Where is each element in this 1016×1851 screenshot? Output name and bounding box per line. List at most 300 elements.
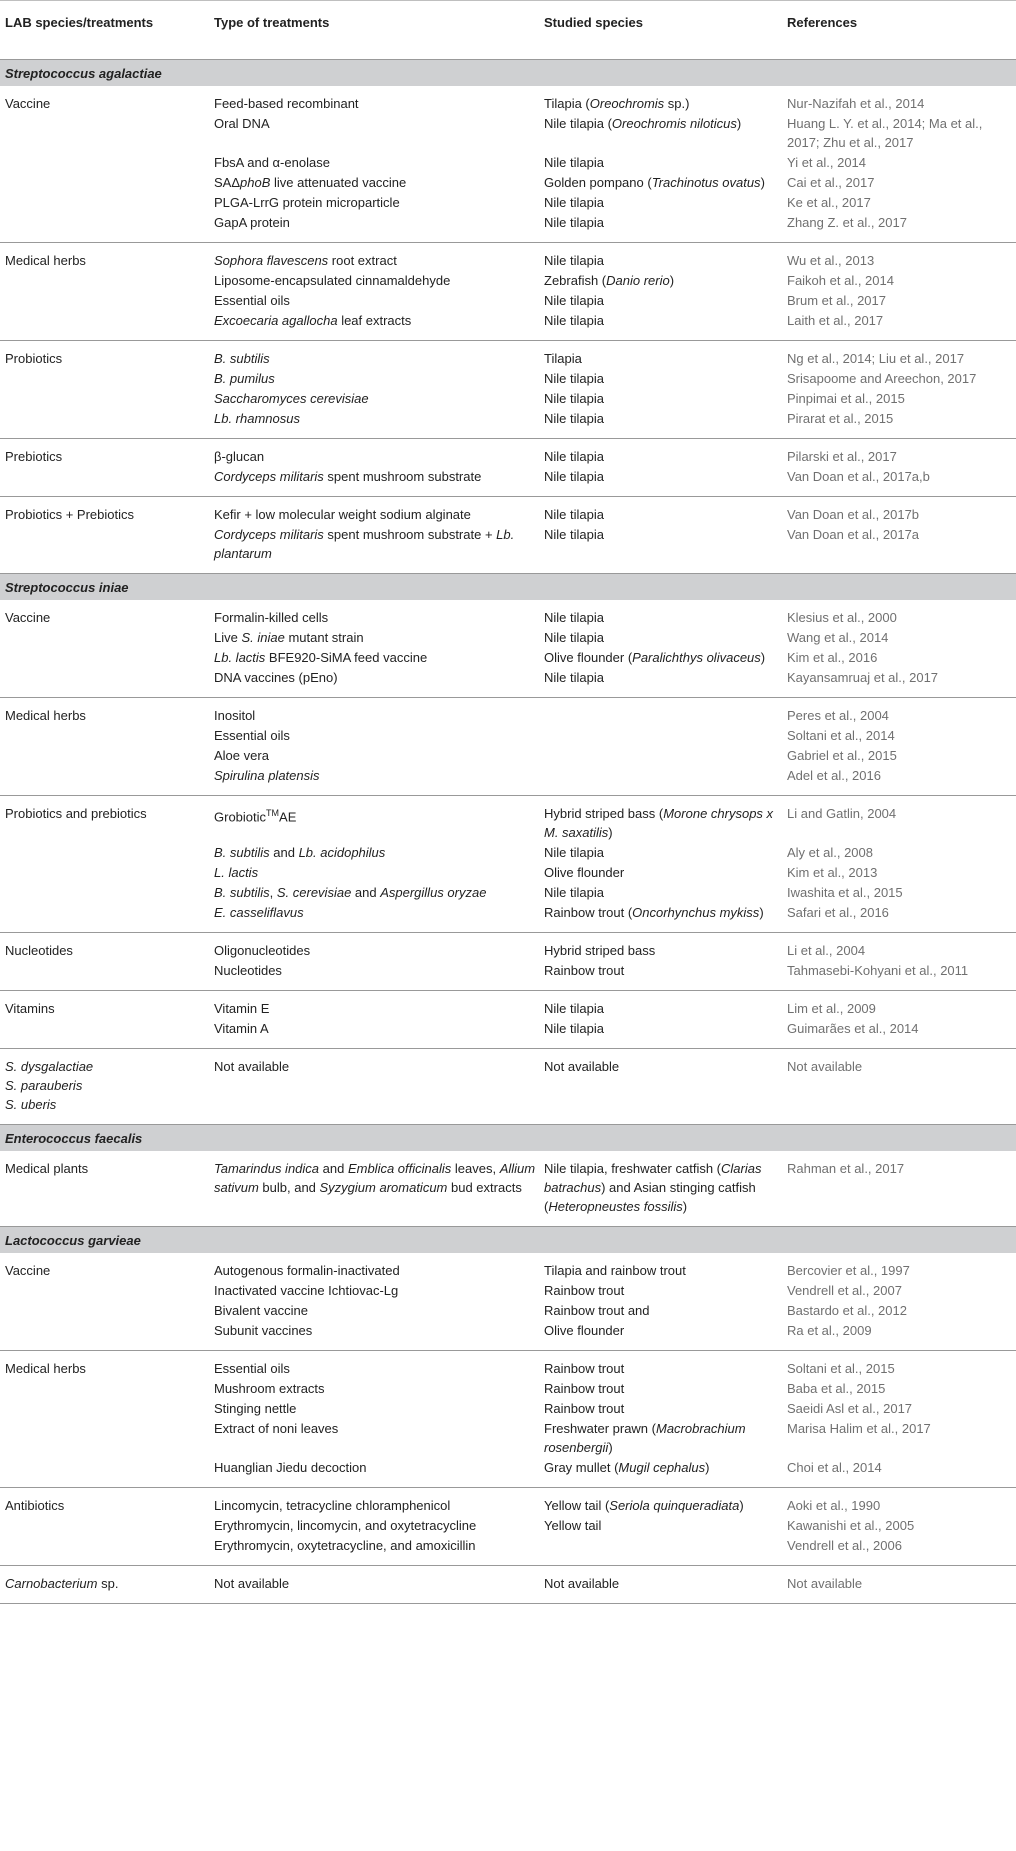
reference-cell[interactable]: Brum et al., 2017 [787, 293, 886, 308]
treatment-cell: Lb. lactis BFE920-SiMA feed vaccine [214, 650, 428, 665]
group-label [0, 153, 214, 173]
treatment-cell: Grobiotic™AE [214, 808, 297, 825]
reference-cell[interactable]: Not available [787, 1576, 863, 1591]
treatment-cell: Essential oils [214, 293, 290, 308]
species-cell: Tilapia (Oreochromis sp.) [544, 96, 690, 111]
table-row [0, 505, 1016, 525]
species-cell: Tilapia [544, 351, 582, 366]
group-label [0, 863, 214, 883]
species-cell: Golden pompano (Trachinotus ovatus) [544, 175, 765, 190]
treatment-cell: B. subtilis [214, 351, 270, 366]
group-spacer [0, 1488, 1016, 1497]
group-label [0, 1536, 214, 1556]
group-label [0, 389, 214, 409]
species-cell: Nile tilapia [544, 610, 604, 625]
group-spacer [0, 1253, 1016, 1261]
group-divider [0, 564, 1016, 574]
group-label [0, 271, 214, 291]
species-cell: Rainbow trout [544, 1401, 625, 1416]
group-label [0, 628, 214, 648]
group-spacer [0, 991, 1016, 1000]
group-spacer [0, 243, 1016, 252]
group-spacer [0, 698, 1016, 707]
group-label-line: S. uberis [5, 1097, 57, 1112]
species-cell: Rainbow trout (Oncorhynchus mykiss) [544, 905, 764, 920]
table-row [0, 409, 1016, 429]
species-cell: Nile tilapia [544, 885, 604, 900]
reference-cell[interactable]: Pinpimai et al., 2015 [787, 391, 905, 406]
group-divider [0, 981, 1016, 991]
group-label [0, 1321, 214, 1341]
table-row [0, 213, 1016, 233]
table-row [0, 843, 1016, 863]
table-row [0, 1159, 1016, 1217]
species-cell: Nile tilapia [544, 195, 604, 210]
table-row [0, 941, 1016, 961]
reference-cell[interactable]: Wu et al., 2013 [787, 253, 875, 268]
group-divider [0, 1556, 1016, 1566]
treatment-cell: Stinging nettle [214, 1401, 297, 1416]
group-spacer [0, 439, 1016, 448]
species-cell: Nile tilapia, freshwater catfish (Clarias batrachus) and Asian stinging catfish (Heteropneustes fossilis) [544, 1161, 762, 1214]
table-body [0, 60, 1016, 1604]
table-row [0, 291, 1016, 311]
species-cell: Nile tilapia [544, 313, 604, 328]
species-cell: Nile tilapia [544, 1001, 604, 1016]
reference-cell[interactable]: Kayansamruaj et al., 2017 [787, 670, 939, 685]
group-label [0, 114, 214, 153]
treatment-cell: Spirulina platensis [214, 768, 320, 783]
group-spacer [0, 341, 1016, 350]
table-row [0, 349, 1016, 369]
group-label: Carnobacterium sp. [5, 1576, 119, 1591]
group-spacer [0, 1151, 1016, 1159]
reference-cell[interactable]: Guimarães et al., 2014 [787, 1021, 919, 1036]
group-spacer [0, 1351, 1016, 1360]
treatment-cell: Inactivated vaccine Ichtiovac-Lg [214, 1283, 399, 1298]
group-label [0, 291, 214, 311]
table-row [0, 525, 1016, 564]
reference-cell[interactable]: Vendrell et al., 2006 [787, 1538, 902, 1553]
header-treatment-type: Type of treatments [214, 1, 544, 60]
treatment-cell: Formalin-killed cells [214, 610, 329, 625]
section-title: Enterococcus faecalis [0, 1125, 1016, 1152]
group-label: Vitamins [5, 1001, 55, 1016]
reference-cell[interactable]: Not available [787, 1059, 863, 1074]
group-label [0, 843, 214, 863]
reference-cell[interactable]: Bercovier et al., 1997 [787, 1263, 910, 1278]
group-label [0, 648, 214, 668]
group-label [0, 726, 214, 746]
table-row [0, 153, 1016, 173]
reference-cell[interactable]: Laith et al., 2017 [787, 313, 884, 328]
table-row [0, 961, 1016, 981]
reference-cell[interactable]: Van Doan et al., 2017a [787, 527, 920, 542]
reference-cell[interactable]: Safari et al., 2016 [787, 905, 889, 920]
reference-cell[interactable]: Huang L. Y. et al., 2014; Ma et al., 2017; Zhu et al., 2017 [787, 116, 983, 150]
treatment-cell: Inositol [214, 708, 256, 723]
table-row [0, 1574, 1016, 1594]
group-label [0, 1301, 214, 1321]
species-cell: Nile tilapia [544, 845, 604, 860]
species-cell [544, 766, 787, 786]
treatment-cell: Subunit vaccines [214, 1323, 313, 1338]
table-row [0, 193, 1016, 213]
treatment-cell: GapA protein [214, 215, 290, 230]
group-label: Probiotics + Prebiotics [5, 507, 134, 522]
table-row [0, 173, 1016, 193]
group-label: Nucleotides [5, 943, 73, 958]
treatment-cell: Mushroom extracts [214, 1381, 325, 1396]
table-row [0, 999, 1016, 1019]
reference-cell[interactable]: Klesius et al., 2000 [787, 610, 897, 625]
group-label: Medical herbs [5, 1361, 86, 1376]
section-title: Streptococcus iniae [0, 574, 1016, 601]
group-divider [0, 1478, 1016, 1488]
species-cell: Olive flounder (Paralichthys olivaceus) [544, 650, 766, 665]
treatment-cell: Vitamin A [214, 1021, 269, 1036]
species-cell: Nile tilapia [544, 630, 604, 645]
group-label [0, 668, 214, 688]
treatment-cell: Kefir + low molecular weight sodium alginate [214, 507, 471, 522]
treatment-cell: PLGA-LrrG protein microparticle [214, 195, 400, 210]
treatment-cell: Oral DNA [214, 116, 270, 131]
treatment-cell: Nucleotides [214, 963, 282, 978]
group-label: Prebiotics [5, 449, 63, 464]
reference-cell[interactable]: Soltani et al., 2015 [787, 1361, 895, 1376]
treatment-cell: Cordyceps militaris spent mushroom substrate [214, 469, 482, 484]
reference-cell[interactable]: Ke et al., 2017 [787, 195, 871, 210]
group-divider [0, 1341, 1016, 1351]
species-cell: Rainbow trout [544, 1283, 625, 1298]
group-label: Antibiotics [5, 1498, 65, 1513]
treatment-cell: L. lactis [214, 865, 259, 880]
species-cell: Nile tilapia [544, 215, 604, 230]
species-cell [544, 706, 787, 726]
table-row [0, 1458, 1016, 1478]
group-label: Medical herbs [5, 708, 86, 723]
reference-cell[interactable]: Saeidi Asl et al., 2017 [787, 1401, 913, 1416]
reference-cell[interactable]: Yi et al., 2014 [787, 155, 867, 170]
reference-cell[interactable]: Marisa Halim et al., 2017 [787, 1421, 931, 1436]
group-label [0, 1281, 214, 1301]
group-label [0, 903, 214, 923]
species-cell: Nile tilapia [544, 391, 604, 406]
species-cell: Yellow tail (Seriola quinqueradiata) [544, 1498, 744, 1513]
species-cell: Rainbow trout [544, 963, 625, 978]
table-row [0, 903, 1016, 923]
treatment-cell: Live S. iniae mutant strain [214, 630, 364, 645]
reference-cell[interactable]: Ra et al., 2009 [787, 1323, 872, 1338]
group-divider [0, 1115, 1016, 1125]
treatment-cell: Essential oils [214, 1361, 290, 1376]
species-cell: Tilapia and rainbow trout [544, 1263, 686, 1278]
table-row [0, 389, 1016, 409]
group-divider [0, 487, 1016, 497]
table-row [0, 726, 1016, 746]
group-label [0, 961, 214, 981]
species-cell: Nile tilapia (Oreochromis niloticus) [544, 116, 742, 131]
reference-cell[interactable]: Adel et al., 2016 [787, 768, 881, 783]
species-cell: Hybrid striped bass [544, 943, 656, 958]
species-cell: Rainbow trout [544, 1381, 625, 1396]
table-row [0, 883, 1016, 903]
treatment-cell: Feed-based recombinant [214, 96, 359, 111]
group-label [0, 1019, 214, 1039]
group-label [0, 525, 214, 564]
species-cell: Nile tilapia [544, 469, 604, 484]
reference-cell[interactable]: Kawanishi et al., 2005 [787, 1518, 915, 1533]
table-row [0, 1379, 1016, 1399]
group-spacer [0, 796, 1016, 805]
species-cell: Olive flounder [544, 1323, 625, 1338]
group-label [0, 369, 214, 389]
treatment-cell: E. casseliflavus [214, 905, 304, 920]
group-label [0, 746, 214, 766]
section-title: Lactococcus garvieae [0, 1227, 1016, 1254]
treatment-cell: Lb. rhamnosus [214, 411, 300, 426]
table-row [0, 863, 1016, 883]
table-row [0, 1536, 1016, 1556]
table-row [0, 648, 1016, 668]
table-row [0, 447, 1016, 467]
treatment-cell: Saccharomyces cerevisiae [214, 391, 369, 406]
treatment-cell: DNA vaccines (pEno) [214, 670, 338, 685]
group-spacer [0, 933, 1016, 942]
species-cell: Freshwater prawn (Macrobrachium rosenbergii) [544, 1421, 746, 1455]
table-row [0, 114, 1016, 153]
group-divider [0, 786, 1016, 796]
reference-cell[interactable]: Srisapoome and Areechon, 2017 [787, 371, 977, 386]
table-row [0, 804, 1016, 843]
species-cell: Rainbow trout and [544, 1303, 650, 1318]
table-header [0, 1, 1016, 60]
table-row [0, 668, 1016, 688]
group-spacer [0, 1566, 1016, 1575]
reference-cell[interactable]: Tahmasebi-Kohyani et al., 2011 [787, 963, 969, 978]
table-row [0, 1321, 1016, 1341]
species-cell: Nile tilapia [544, 155, 604, 170]
group-label [0, 1057, 214, 1115]
table-row [0, 1419, 1016, 1458]
section-header-row [0, 1227, 1016, 1254]
group-divider [0, 1217, 1016, 1227]
table-row [0, 1261, 1016, 1281]
treatment-cell: Excoecaria agallocha leaf extracts [214, 313, 412, 328]
reference-cell[interactable]: Choi et al., 2014 [787, 1460, 882, 1475]
reference-cell[interactable]: Zhang Z. et al., 2017 [787, 215, 907, 230]
treatment-cell: Lincomycin, tetracycline chloramphenicol [214, 1498, 451, 1513]
table-row [0, 1019, 1016, 1039]
group-label [0, 766, 214, 786]
reference-cell[interactable]: Aly et al., 2008 [787, 845, 873, 860]
treatment-cell: SAΔphoB live attenuated vaccine [214, 175, 407, 190]
species-cell: Nile tilapia [544, 527, 604, 542]
species-cell [544, 746, 787, 766]
group-divider [0, 233, 1016, 243]
species-cell: Olive flounder [544, 865, 625, 880]
treatment-cell: Oligonucleotides [214, 943, 311, 958]
group-divider [0, 331, 1016, 341]
species-cell: Nile tilapia [544, 507, 604, 522]
group-divider [0, 923, 1016, 933]
group-label: Probiotics and prebiotics [5, 806, 147, 821]
table-row [0, 311, 1016, 331]
treatment-cell: FbsA and α-enolase [214, 155, 330, 170]
table-row [0, 1359, 1016, 1379]
species-cell: Nile tilapia [544, 371, 604, 386]
group-spacer [0, 497, 1016, 506]
treatment-cell: Extract of noni leaves [214, 1421, 339, 1436]
reference-cell[interactable]: Nur-Nazifah et al., 2014 [787, 96, 925, 111]
table-row [0, 467, 1016, 487]
species-cell: Nile tilapia [544, 449, 604, 464]
section-header-row [0, 1125, 1016, 1152]
reference-cell[interactable]: Gabriel et al., 2015 [787, 748, 897, 763]
group-label [0, 1458, 214, 1478]
species-cell: Nile tilapia [544, 1021, 604, 1036]
species-cell: Yellow tail [544, 1518, 602, 1533]
table-row [0, 94, 1016, 114]
group-label: Probiotics [5, 351, 63, 366]
group-label [0, 213, 214, 233]
treatment-cell: Liposome-encapsulated cinnamaldehyde [214, 273, 451, 288]
treatment-cell: B. subtilis, S. cerevisiae and Aspergillus oryzae [214, 885, 487, 900]
group-label [0, 883, 214, 903]
header-references: References [787, 1, 1016, 60]
table-row [0, 1057, 1016, 1115]
reference-cell[interactable]: Baba et al., 2015 [787, 1381, 886, 1396]
species-cell: Hybrid striped bass (Morone chrysops x M. saxatilis) [544, 806, 774, 840]
treatment-cell: Vitamin E [214, 1001, 270, 1016]
group-spacer [0, 86, 1016, 94]
species-cell: Nile tilapia [544, 670, 604, 685]
treatment-cell: B. subtilis and Lb. acidophilus [214, 845, 386, 860]
table-row [0, 1281, 1016, 1301]
treatment-cell: B. pumilus [214, 371, 275, 386]
table-row [0, 1399, 1016, 1419]
species-cell [544, 1536, 787, 1556]
group-label [0, 1419, 214, 1458]
group-label [0, 173, 214, 193]
section-title: Streptococcus agalactiae [0, 60, 1016, 87]
group-label [0, 467, 214, 487]
group-label: Medical plants [5, 1161, 89, 1176]
reference-cell[interactable]: Faikoh et al., 2014 [787, 273, 894, 288]
species-cell [544, 726, 787, 746]
reference-cell[interactable]: Aoki et al., 1990 [787, 1498, 881, 1513]
reference-cell[interactable]: Li and Gatlin, 2004 [787, 806, 897, 821]
treatment-cell: Essential oils [214, 728, 290, 743]
species-cell: Nile tilapia [544, 293, 604, 308]
table-row [0, 746, 1016, 766]
section-header-row [0, 574, 1016, 601]
group-label-line: S. parauberis [5, 1078, 83, 1093]
group-label [0, 1516, 214, 1536]
reference-cell[interactable]: Pilarski et al., 2017 [787, 449, 897, 464]
reference-cell[interactable]: Ng et al., 2014; Liu et al., 2017 [787, 351, 965, 366]
reference-cell[interactable]: Lim et al., 2009 [787, 1001, 876, 1016]
table-row [0, 766, 1016, 786]
reference-cell[interactable]: Wang et al., 2014 [787, 630, 889, 645]
species-cell: Zebrafish (Danio rerio) [544, 273, 675, 288]
table-row [0, 706, 1016, 726]
treatment-cell: Huanglian Jiedu decoction [214, 1460, 367, 1475]
reference-cell[interactable]: Soltani et al., 2014 [787, 728, 895, 743]
reference-cell[interactable]: Iwashita et al., 2015 [787, 885, 903, 900]
treatment-cell: Not available [214, 1059, 290, 1074]
table-row [0, 271, 1016, 291]
species-cell: Gray mullet (Mugil cephalus) [544, 1460, 710, 1475]
group-label [0, 1399, 214, 1419]
species-cell: Nile tilapia [544, 253, 604, 268]
reference-cell[interactable]: Li et al., 2004 [787, 943, 866, 958]
header-studied-species: Studied species [544, 1, 787, 60]
reference-cell[interactable]: Kim et al., 2013 [787, 865, 878, 880]
group-spacer [0, 600, 1016, 608]
table-row [0, 1516, 1016, 1536]
reference-cell[interactable]: Van Doan et al., 2017a,b [787, 469, 930, 484]
treatment-cell: Sophora flavescens root extract [214, 253, 397, 268]
group-label-line: S. dysgalactiae [5, 1059, 94, 1074]
group-spacer [0, 1049, 1016, 1058]
reference-cell[interactable]: Rahman et al., 2017 [787, 1161, 905, 1176]
reference-cell[interactable]: Pirarat et al., 2015 [787, 411, 894, 426]
treatment-cell: Aloe vera [214, 748, 269, 763]
group-label: Vaccine [5, 1263, 51, 1278]
reference-cell[interactable]: Kim et al., 2016 [787, 650, 878, 665]
group-label: Vaccine [5, 610, 51, 625]
group-divider [0, 1039, 1016, 1049]
species-cell: Not available [544, 1576, 620, 1591]
table-row [0, 251, 1016, 271]
table-row [0, 608, 1016, 628]
header-row [0, 1, 1016, 60]
group-label: Vaccine [5, 96, 51, 111]
reference-cell[interactable]: Vendrell et al., 2007 [787, 1283, 902, 1298]
group-divider [0, 429, 1016, 439]
treatment-cell: Bivalent vaccine [214, 1303, 308, 1318]
treatment-cell: Cordyceps militaris spent mushroom substrate + Lb. plantarum [214, 527, 515, 561]
header-lab-species: LAB species/treatments [0, 1, 214, 60]
species-cell: Nile tilapia [544, 411, 604, 426]
treatment-cell: Tamarindus indica and Emblica officinalis leaves, Allium sativum bulb, and Syzygium aromaticum bud extracts [214, 1161, 536, 1195]
group-label: Medical herbs [5, 253, 86, 268]
group-divider [0, 1594, 1016, 1604]
reference-cell[interactable]: Van Doan et al., 2017b [787, 507, 920, 522]
reference-cell[interactable]: Bastardo et al., 2012 [787, 1303, 907, 1318]
group-label [0, 409, 214, 429]
treatment-cell: β-glucan [214, 449, 265, 464]
reference-cell[interactable]: Cai et al., 2017 [787, 175, 875, 190]
table-row [0, 628, 1016, 648]
treatment-cell: Not available [214, 1576, 290, 1591]
group-label [0, 311, 214, 331]
table-row [0, 369, 1016, 389]
treatment-cell: Autogenous formalin-inactivated [214, 1263, 400, 1278]
species-cell: Rainbow trout [544, 1361, 625, 1376]
species-cell: Not available [544, 1059, 620, 1074]
treatment-cell: Erythromycin, lincomycin, and oxytetracycline [214, 1518, 477, 1533]
section-header-row [0, 60, 1016, 87]
table-row [0, 1496, 1016, 1516]
group-label [0, 1379, 214, 1399]
reference-cell[interactable]: Peres et al., 2004 [787, 708, 889, 723]
treatment-cell: Erythromycin, oxytetracycline, and amoxicillin [214, 1538, 476, 1553]
group-label [0, 193, 214, 213]
table-row [0, 1301, 1016, 1321]
group-divider [0, 688, 1016, 698]
